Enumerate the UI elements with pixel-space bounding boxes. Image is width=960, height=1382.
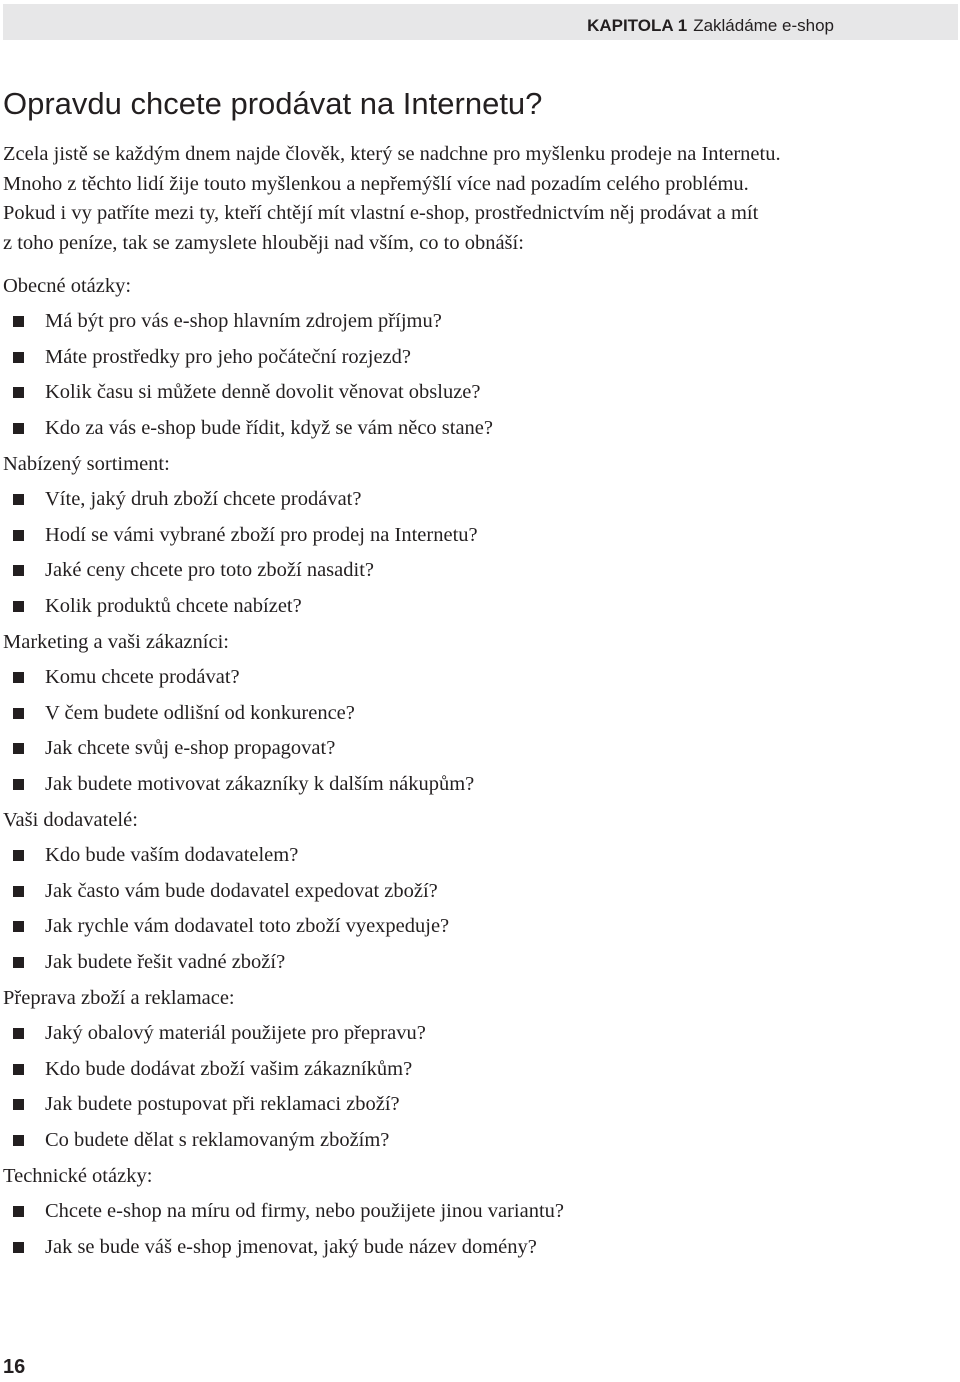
list-item-text: Co budete dělat s reklamovaným zbožím? <box>45 1128 390 1151</box>
list-item <box>3 731 903 767</box>
square-bullet-icon <box>13 352 24 363</box>
list-item <box>3 589 903 625</box>
square-bullet-icon <box>13 957 24 968</box>
list-item <box>3 1087 903 1123</box>
list-item-text: Jak se bude váš e-shop jmenovat, jaký bude název domény? <box>45 1235 537 1258</box>
page-number: 16 <box>3 1356 26 1378</box>
list-item-text: Jak rychle vám dodavatel toto zboží vyexpeduje? <box>45 915 450 937</box>
square-bullet-icon <box>13 921 24 932</box>
list-item <box>3 909 903 945</box>
list-item <box>3 1016 903 1052</box>
section-heading: Nabízený sortiment: <box>3 453 170 475</box>
list-item <box>3 1230 903 1266</box>
list-item-text: Jaký obalový materiál použijete pro přepravu? <box>45 1022 426 1044</box>
list-item-text: Chcete e-shop na míru od firmy, nebo použijete jinou variantu? <box>45 1200 564 1222</box>
list-item-text: Kolik produktů chcete nabízet? <box>45 594 302 617</box>
square-bullet-icon <box>13 601 24 612</box>
square-bullet-icon <box>13 1064 24 1075</box>
list-item-text: Jak často vám bude dodavatel expedovat zboží? <box>45 879 438 902</box>
list-item <box>3 518 903 554</box>
square-bullet-icon <box>13 494 24 505</box>
intro-line: Pokud i vy patříte mezi ty, kteří chtějí mít vlastní e-shop, prostřednictvím něj prodávat a mít <box>3 202 759 224</box>
square-bullet-icon <box>13 672 24 683</box>
list-item <box>3 411 903 447</box>
intro-paragraph <box>3 140 853 258</box>
square-bullet-icon <box>13 565 24 576</box>
list-item <box>3 1052 903 1088</box>
list-item <box>3 945 903 981</box>
question-sections <box>3 268 903 1265</box>
list-item <box>3 1194 903 1230</box>
intro-line: Zcela jistě se každým dnem najde člověk, který se nadchne pro myšlenku prodeje na Internetu. <box>3 143 781 165</box>
square-bullet-icon <box>13 708 24 719</box>
section-title: Opravdu chcete prodávat na Internetu? <box>3 86 543 121</box>
list-item-text: Jak budete postupovat při reklamaci zboží? <box>45 1093 400 1115</box>
running-header-text <box>587 16 834 36</box>
section-heading: Obecné otázky: <box>3 275 132 297</box>
list-item <box>3 767 903 803</box>
square-bullet-icon <box>13 387 24 398</box>
square-bullet-icon <box>13 850 24 861</box>
list-item-text: Komu chcete prodávat? <box>45 666 240 688</box>
question-section <box>3 624 903 802</box>
list-item <box>3 340 903 376</box>
question-section <box>3 268 903 446</box>
list-item-text: Jak chcete svůj e-shop propagovat? <box>45 737 336 759</box>
list-item-text: Víte, jaký druh zboží chcete prodávat? <box>45 488 362 510</box>
list-item <box>3 874 903 910</box>
list-item <box>3 660 903 696</box>
list-item-text: Jak budete řešit vadné zboží? <box>45 950 286 973</box>
square-bullet-icon <box>13 423 24 434</box>
list-item-text: Kdo za vás e-shop bude řídit, když se vám něco stane? <box>45 416 494 439</box>
square-bullet-icon <box>13 1099 24 1110</box>
list-item-text: Kdo bude dodávat zboží vašim zákazníkům? <box>45 1057 413 1080</box>
section-heading: Marketing a vaši zákazníci: <box>3 631 229 653</box>
list-item-text: Jaké ceny chcete pro toto zboží nasadit? <box>45 559 374 581</box>
list-item-text: V čem budete odlišní od konkurence? <box>45 701 355 724</box>
running-header <box>3 4 958 40</box>
list-item-text: Kdo bude vaším dodavatelem? <box>45 844 299 866</box>
list-item <box>3 838 903 874</box>
intro-line: z toho peníze, tak se zamyslete hlouběji nad vším, co to obnáší: <box>3 231 524 254</box>
question-section <box>3 980 903 1158</box>
square-bullet-icon <box>13 743 24 754</box>
question-section <box>3 446 903 624</box>
square-bullet-icon <box>13 1028 24 1039</box>
list-item <box>3 696 903 732</box>
list-item <box>3 482 903 518</box>
square-bullet-icon <box>13 1242 24 1253</box>
square-bullet-icon <box>13 1206 24 1217</box>
list-item <box>3 1123 903 1159</box>
list-item-text: Hodí se vámi vybrané zboží pro prodej na Internetu? <box>45 523 478 546</box>
square-bullet-icon <box>13 1135 24 1146</box>
section-heading: Vaši dodavatelé: <box>3 809 138 831</box>
square-bullet-icon <box>13 530 24 541</box>
square-bullet-icon <box>13 779 24 790</box>
list-item <box>3 375 903 411</box>
question-section <box>3 802 903 980</box>
chapter-label: KAPITOLA 1 <box>587 16 688 35</box>
list-item <box>3 553 903 589</box>
list-item <box>3 304 903 340</box>
square-bullet-icon <box>13 886 24 897</box>
section-heading: Přeprava zboží a reklamace: <box>3 987 235 1009</box>
list-item-text: Jak budete motivovat zákazníky k dalším nákupům? <box>45 772 475 795</box>
list-item-text: Má být pro vás e-shop hlavním zdrojem příjmu? <box>45 310 442 332</box>
list-item-text: Kolik času si můžete denně dovolit věnovat obsluze? <box>45 381 481 403</box>
question-section <box>3 1158 903 1265</box>
intro-line: Mnoho z těchto lidí žije touto myšlenkou a nepřemýšlí více nad pozadím celého problému. <box>3 172 749 195</box>
list-item-text: Máte prostředky pro jeho počáteční rozjezd? <box>45 345 411 368</box>
chapter-title: Zakládáme e-shop <box>693 16 834 35</box>
section-heading: Technické otázky: <box>3 1165 153 1187</box>
square-bullet-icon <box>13 316 24 327</box>
